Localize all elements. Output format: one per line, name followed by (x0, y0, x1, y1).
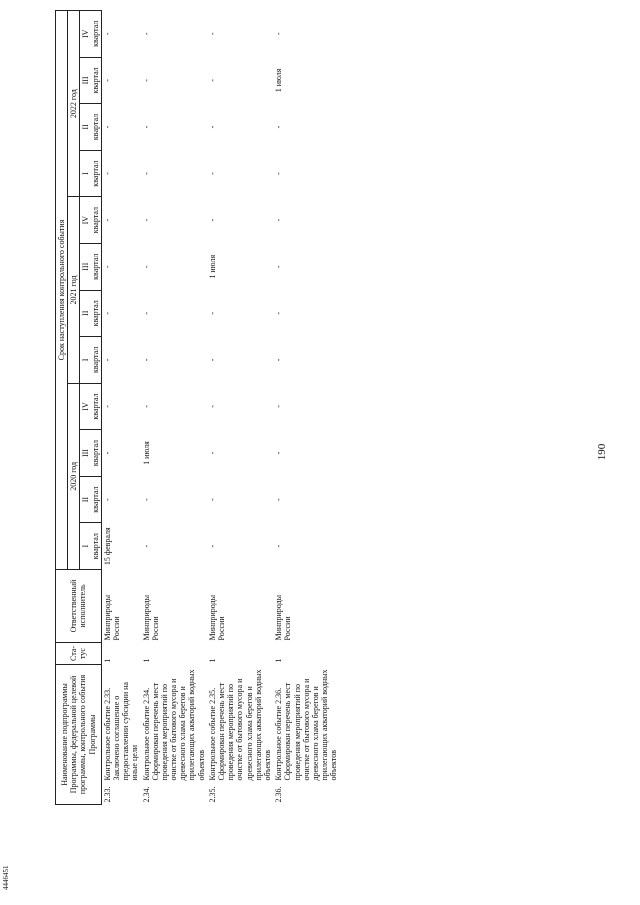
header-quarter (80, 57, 101, 104)
row-name: Контрольное событие 2.36. Сформирован перечень мест проведения мероприятий по очистке от бытового мусора и древесного хлама берегов и прилегающих акваторий водных объектов (274, 669, 339, 781)
dash-cell: - (274, 125, 284, 129)
quarter-word: квартал (90, 300, 100, 327)
row-status: 1 (274, 658, 284, 663)
dash-cell: - (207, 451, 217, 455)
row-executor: Минприроды России (102, 595, 121, 641)
header-quarter (80, 337, 101, 384)
dash-cell: - (141, 172, 151, 175)
quarter-word: квартал (90, 439, 100, 467)
table-row (101, 11, 140, 805)
dash-cell: - (274, 311, 284, 315)
quarter-word: квартал (90, 533, 100, 560)
control-events-table (55, 10, 339, 805)
dash-cell: - (141, 32, 151, 36)
page-number: 190 (596, 443, 608, 461)
quarter-roman: IV (81, 29, 91, 39)
date-cell: 1 июля (207, 254, 217, 279)
quarter-roman: III (81, 449, 91, 458)
row-name: Контрольное событие 2.35. Сформирован перечень мест проведения мероприятий по очистке от бытового мусора и древесного хлама берегов и прилегающих акваторий водных объектов (207, 669, 272, 781)
dash-cell: - (207, 79, 217, 82)
header-quarter (80, 430, 101, 477)
row-executor: Минприроды России (141, 595, 160, 641)
dash-cell: - (102, 265, 112, 269)
table-row (141, 11, 207, 805)
quarter-word: квартал (90, 20, 100, 47)
row-status: 1 (207, 658, 217, 663)
dash-cell: - (207, 544, 217, 548)
header-quarter (80, 150, 101, 197)
quarter-word: квартал (90, 207, 100, 234)
quarter-word: квартал (90, 253, 100, 280)
table-row (273, 11, 339, 805)
document-id: 4446451 (2, 865, 10, 890)
row-status: 1 (141, 658, 151, 663)
quarter-roman: II (81, 496, 91, 503)
row-number: 2.34. (141, 786, 151, 803)
quarter-roman: II (81, 310, 91, 316)
quarter-word: квартал (90, 160, 100, 187)
dash-cell: - (102, 32, 112, 36)
row-executor: Минприроды России (207, 595, 226, 641)
header-name: Наименование подпрограммы Программы, федеральной целевой программы, контрольного события Программы (56, 664, 102, 804)
quarter-word: квартал (90, 346, 100, 373)
header-quarter (80, 197, 101, 244)
dash-cell: - (207, 311, 217, 315)
header-quarter (80, 383, 101, 430)
header-quarter (80, 476, 101, 523)
dash-cell: - (274, 498, 284, 501)
quarter-roman: II (81, 124, 91, 130)
quarter-roman: IV (81, 215, 91, 225)
dash-cell: - (141, 405, 151, 408)
row-status: 1 (102, 658, 112, 663)
dash-cell: - (102, 358, 112, 362)
date-cell: 15 февраля (102, 527, 112, 566)
dash-cell: - (274, 32, 284, 36)
dash-cell: - (102, 79, 112, 82)
date-cell: 1 июля (274, 68, 284, 93)
dash-cell: - (274, 405, 284, 408)
dash-cell: - (102, 218, 112, 222)
row-executor: Минприроды России (274, 595, 293, 641)
dash-cell: - (274, 451, 284, 455)
dash-cell: - (102, 498, 112, 501)
dash-cell: - (207, 405, 217, 408)
header-year: 2021 год (68, 197, 80, 383)
dash-cell: - (207, 358, 217, 362)
header-quarter (80, 104, 101, 151)
dash-cell: - (141, 265, 151, 269)
table-header (56, 11, 102, 805)
dash-cell: - (141, 544, 151, 548)
quarter-roman: III (81, 262, 91, 271)
date-cell: 1 июля (141, 441, 151, 465)
quarter-roman: IV (81, 402, 91, 411)
header-timing: Срок наступления контрольного события (56, 11, 68, 570)
dash-cell: - (141, 79, 151, 82)
quarter-word: квартал (90, 113, 100, 141)
dash-cell: - (141, 358, 151, 362)
header-quarter (80, 523, 101, 570)
dash-cell: - (274, 218, 284, 222)
dash-cell: - (102, 172, 112, 175)
dash-cell: - (102, 125, 112, 129)
table-body (101, 11, 339, 805)
dash-cell: - (274, 265, 284, 269)
dash-cell: - (274, 544, 284, 548)
header-executor: Ответственный исполнитель (56, 569, 102, 642)
dash-cell: - (274, 172, 284, 175)
row-number: 2.35. (207, 786, 217, 803)
dash-cell: - (141, 125, 151, 129)
dash-cell: - (207, 498, 217, 501)
dash-cell: - (207, 32, 217, 36)
quarter-roman: I (81, 172, 91, 175)
quarter-word: квартал (90, 67, 100, 94)
header-status: Ста-тус (56, 642, 102, 664)
row-name: Контрольное событие 2.33. Заключено соглашение о предоставлении субсидии на иные цели (102, 682, 140, 781)
dash-cell: - (141, 218, 151, 222)
header-quarter (80, 11, 101, 58)
dash-cell: - (102, 405, 112, 408)
quarter-word: квартал (90, 393, 100, 420)
row-number: 2.33. (102, 786, 112, 803)
header-year: 2020 год (68, 383, 80, 569)
header-year: 2022 год (68, 11, 80, 197)
row-name: Контрольное событие 2.34. Сформирован перечень мест проведения мероприятий по очистке от бытового мусора и древесного хлама берегов и прилегающих акваторий водных объектов (141, 669, 206, 781)
dash-cell: - (141, 311, 151, 315)
dash-cell: - (102, 311, 112, 315)
header-quarter (80, 290, 101, 337)
table-row (207, 11, 273, 805)
dash-cell: - (207, 218, 217, 222)
header-quarter (80, 243, 101, 290)
dash-cell: - (102, 451, 112, 455)
dash-cell: - (207, 172, 217, 175)
quarter-roman: III (81, 76, 91, 85)
dash-cell: - (141, 498, 151, 501)
quarter-roman: I (81, 544, 91, 548)
dash-cell: - (207, 125, 217, 129)
quarter-word: квартал (90, 486, 100, 513)
quarter-roman: I (81, 358, 91, 362)
row-number: 2.36. (274, 786, 284, 803)
dash-cell: - (274, 358, 284, 362)
